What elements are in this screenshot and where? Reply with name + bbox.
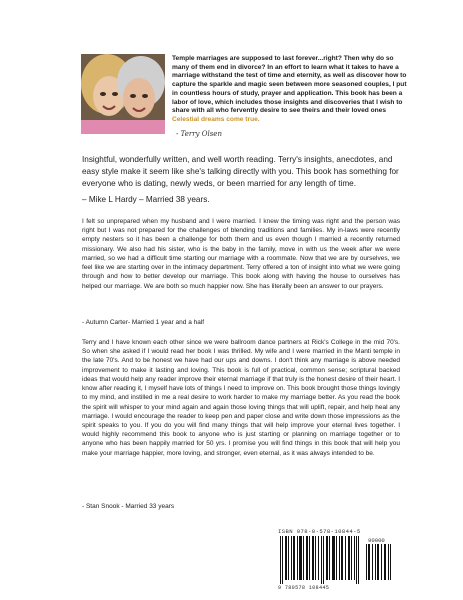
intro-text: Temple marriages are supposed to last forever...right? Then why do so many of them end in divorce? In an effort to learn what it takes to have a marriage withstand the test of time and eternity, as well as discover how to capture the sparkle and magic seen between more seasoned couples, I put in countless hours of study, prayer and application. This book has been a labor of love, which includes those insights and discoveries that I wish to share with all who fervently desire to see theirs and their loved ones: [172, 55, 407, 115]
review-2-author: - Autumn Carter- Married 1 year and a half: [82, 319, 205, 326]
author-signature: - Terry Olsen: [176, 130, 222, 138]
review-2-text: I felt so unprepared when my husband and I were married. I knew the timing was right and the person was right but I was not prepared for the challenges of blending traditions and families. My in-laws were recently empty nesters so it has been a challenge for both them and us even though I married a recently returned missionary. We also had his sister, who is the baby in the family, move in with us the week after we were married, so we had a difficult time starting our marriage with a roommate. Now that we are by ourselves, we feel like we are starting over in the intimacy department. Terry offered a ton of insight into what we were going through and how to better develop our marriage. This book along with having the house to ourselves has helped our marriage. We are both so much happier now. She has literally been an answer to our prayers.: [82, 218, 400, 290]
review-1-text: Insightful, wonderfully written, and well worth reading. Terry's insights, anecdotes, and easy style make it seem like she's talking directly with you. This book has something for everyone who is dating, newly weds, or been married for any length of time.: [82, 155, 399, 188]
intro-highlight: Celestial dreams come true.: [172, 115, 260, 123]
author-photo-image: [81, 54, 165, 134]
review-3-author: - Stan Snook - Married 33 years: [82, 503, 175, 510]
isbn-barcode: [278, 528, 394, 594]
review-1-author: – Mike L Hardy – Married 38 years.: [82, 195, 210, 204]
barcode-digits: 9 780578 108445: [278, 585, 330, 591]
price-code: 90000: [368, 537, 385, 544]
barcode-bars: [278, 536, 394, 584]
isbn-label: ISBN 978-0-578-10844-5: [278, 528, 361, 535]
author-photo: [81, 54, 165, 134]
review-3-text: Terry and I have known each other since we were ballroom dance partners at Rick's College in the mid 70's. So when she asked if I would read her book I was thrilled. My wife and I were married in the Manti temple in the late 70's. And to be honest we have had our ups and downs. I don't think any marriage is above needed improvement to make it lasting and loving. This book is full of practical, common sense; scriptural backed ideas that would help any reader improve their eternal marriage if that truly is the honest desire of their heart. I know after reading it, I myself have lots of things I need to improve on. This book brought those things lovingly to my mind, and instilled in me a real desire to work harder to make my marriage better. As you read the book the spirit will whisper to your mind again and again those loving things that will uplift, repair, and help heal any marriage. I would encourage the reader to keep pen and paper close and write down those impressions as the spirit speaks to you. If you do you will find many things that will help improve your eternal lives together. I would highly recommend this book to anyone who is just starting or planning on marriage together or to anyone who has been happily married for 50 yrs. I promise you will find things in this book that will help you make your marriage happier, more loving, and stronger, even eternal, as it was always intended to be.: [82, 339, 400, 457]
intro-paragraph: [172, 55, 412, 125]
